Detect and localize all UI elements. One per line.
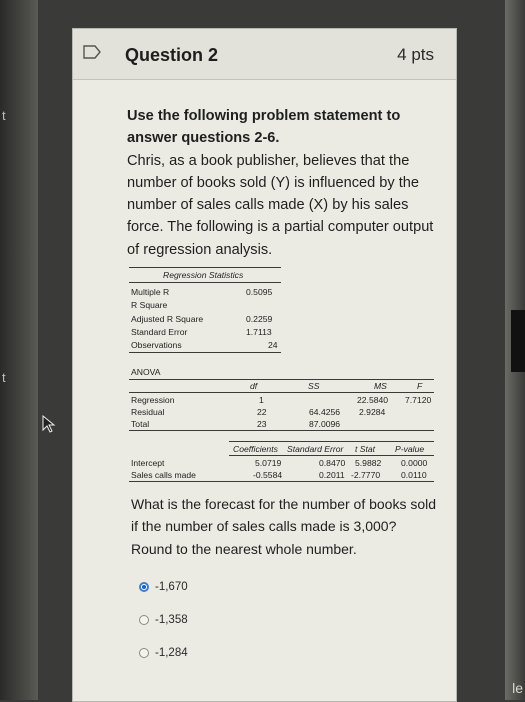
coef-row-label: Sales calls made	[131, 470, 196, 480]
question-title: Question 2	[125, 45, 219, 65]
stat-value: 24	[268, 340, 278, 350]
problem-statement	[127, 105, 447, 261]
answer-option-label: -1,670	[155, 581, 188, 593]
scrollbar-thumb[interactable]	[511, 310, 525, 372]
statement-body: Chris, as a book publisher, believes that the number of books sold (Y) is influenced by the number of sales calls made (X) by his sales force. The following is a partial computer output of regression analysis.	[127, 152, 434, 258]
flag-question-icon[interactable]	[83, 45, 101, 59]
background-left-strip	[0, 0, 38, 700]
stat-value: 1.7113	[246, 327, 272, 337]
answer-option[interactable]	[139, 614, 188, 626]
se-value: 0.8470	[319, 458, 346, 468]
tstat-value: 5.9882	[355, 458, 382, 468]
se-header: Standard Error	[287, 444, 344, 454]
background-glyph: t	[2, 108, 6, 123]
background-glyph: t	[2, 370, 6, 385]
anova-header-f: F	[417, 381, 423, 391]
anova-ss: 64.4256	[309, 407, 341, 417]
statement-lead: Use the following problem statement to answer questions 2-6.	[127, 108, 401, 147]
stat-label: Standard Error	[131, 327, 188, 337]
radio-icon[interactable]	[139, 615, 149, 625]
anova-f: 7.7120	[405, 395, 432, 405]
mouse-cursor-icon	[42, 415, 56, 433]
radio-selected-icon[interactable]	[139, 582, 149, 592]
pvalue-value: 0.0110	[401, 470, 427, 480]
anova-row-label: Residual	[131, 407, 165, 417]
coef-value: 5.0719	[255, 458, 282, 468]
coefficients-table	[129, 441, 434, 481]
answer-option-label: -1,358	[155, 614, 188, 626]
pvalue-header: P-value	[395, 444, 425, 454]
regression-stats-header: Regression Statistics	[163, 270, 244, 280]
stat-value: 0.2259	[246, 314, 273, 324]
background-corner-text: le	[512, 680, 523, 696]
tstat-header: t Stat	[355, 444, 376, 454]
coef-row-label: Intercept	[131, 458, 165, 468]
anova-header-df: df	[250, 381, 258, 391]
tstat-value: -2.7770	[351, 470, 381, 480]
stat-value: 0.5095	[246, 287, 273, 297]
answer-option[interactable]	[139, 581, 188, 593]
answer-option-label: -1,284	[155, 647, 188, 659]
coef-value: -0.5584	[253, 470, 283, 480]
anova-table	[129, 365, 434, 431]
coef-header: Coefficients	[233, 444, 278, 454]
stat-label: Adjusted R Square	[131, 314, 204, 324]
regression-statistics-table	[129, 267, 434, 353]
anova-ss: 87.0096	[309, 419, 341, 429]
answer-option[interactable]	[139, 647, 188, 659]
pvalue-value: 0.0000	[401, 458, 428, 468]
anova-row-label: Regression	[131, 395, 175, 405]
stat-label: Multiple R	[131, 287, 170, 297]
se-value: 0.2011	[319, 470, 345, 480]
anova-header-ss: SS	[308, 381, 320, 391]
stat-label: R Square	[131, 300, 168, 310]
radio-icon[interactable]	[139, 648, 149, 658]
question-header	[73, 29, 456, 80]
question-card	[72, 28, 457, 702]
stat-label: Observations	[131, 340, 182, 350]
question-prompt: What is the forecast for the number of books sold if the number of sales calls made is 3,000? Round to the nearest whole number.	[131, 496, 437, 557]
anova-row-label: Total	[131, 419, 150, 429]
question-points: 4 pts	[397, 45, 434, 64]
anova-ms: 22.5840	[357, 395, 389, 405]
anova-df: 1	[259, 395, 264, 405]
anova-header-ms: MS	[374, 381, 387, 391]
anova-df: 22	[257, 407, 267, 417]
anova-title: ANOVA	[131, 367, 161, 377]
anova-ms: 2.9284	[359, 407, 386, 417]
anova-df: 23	[257, 419, 267, 429]
